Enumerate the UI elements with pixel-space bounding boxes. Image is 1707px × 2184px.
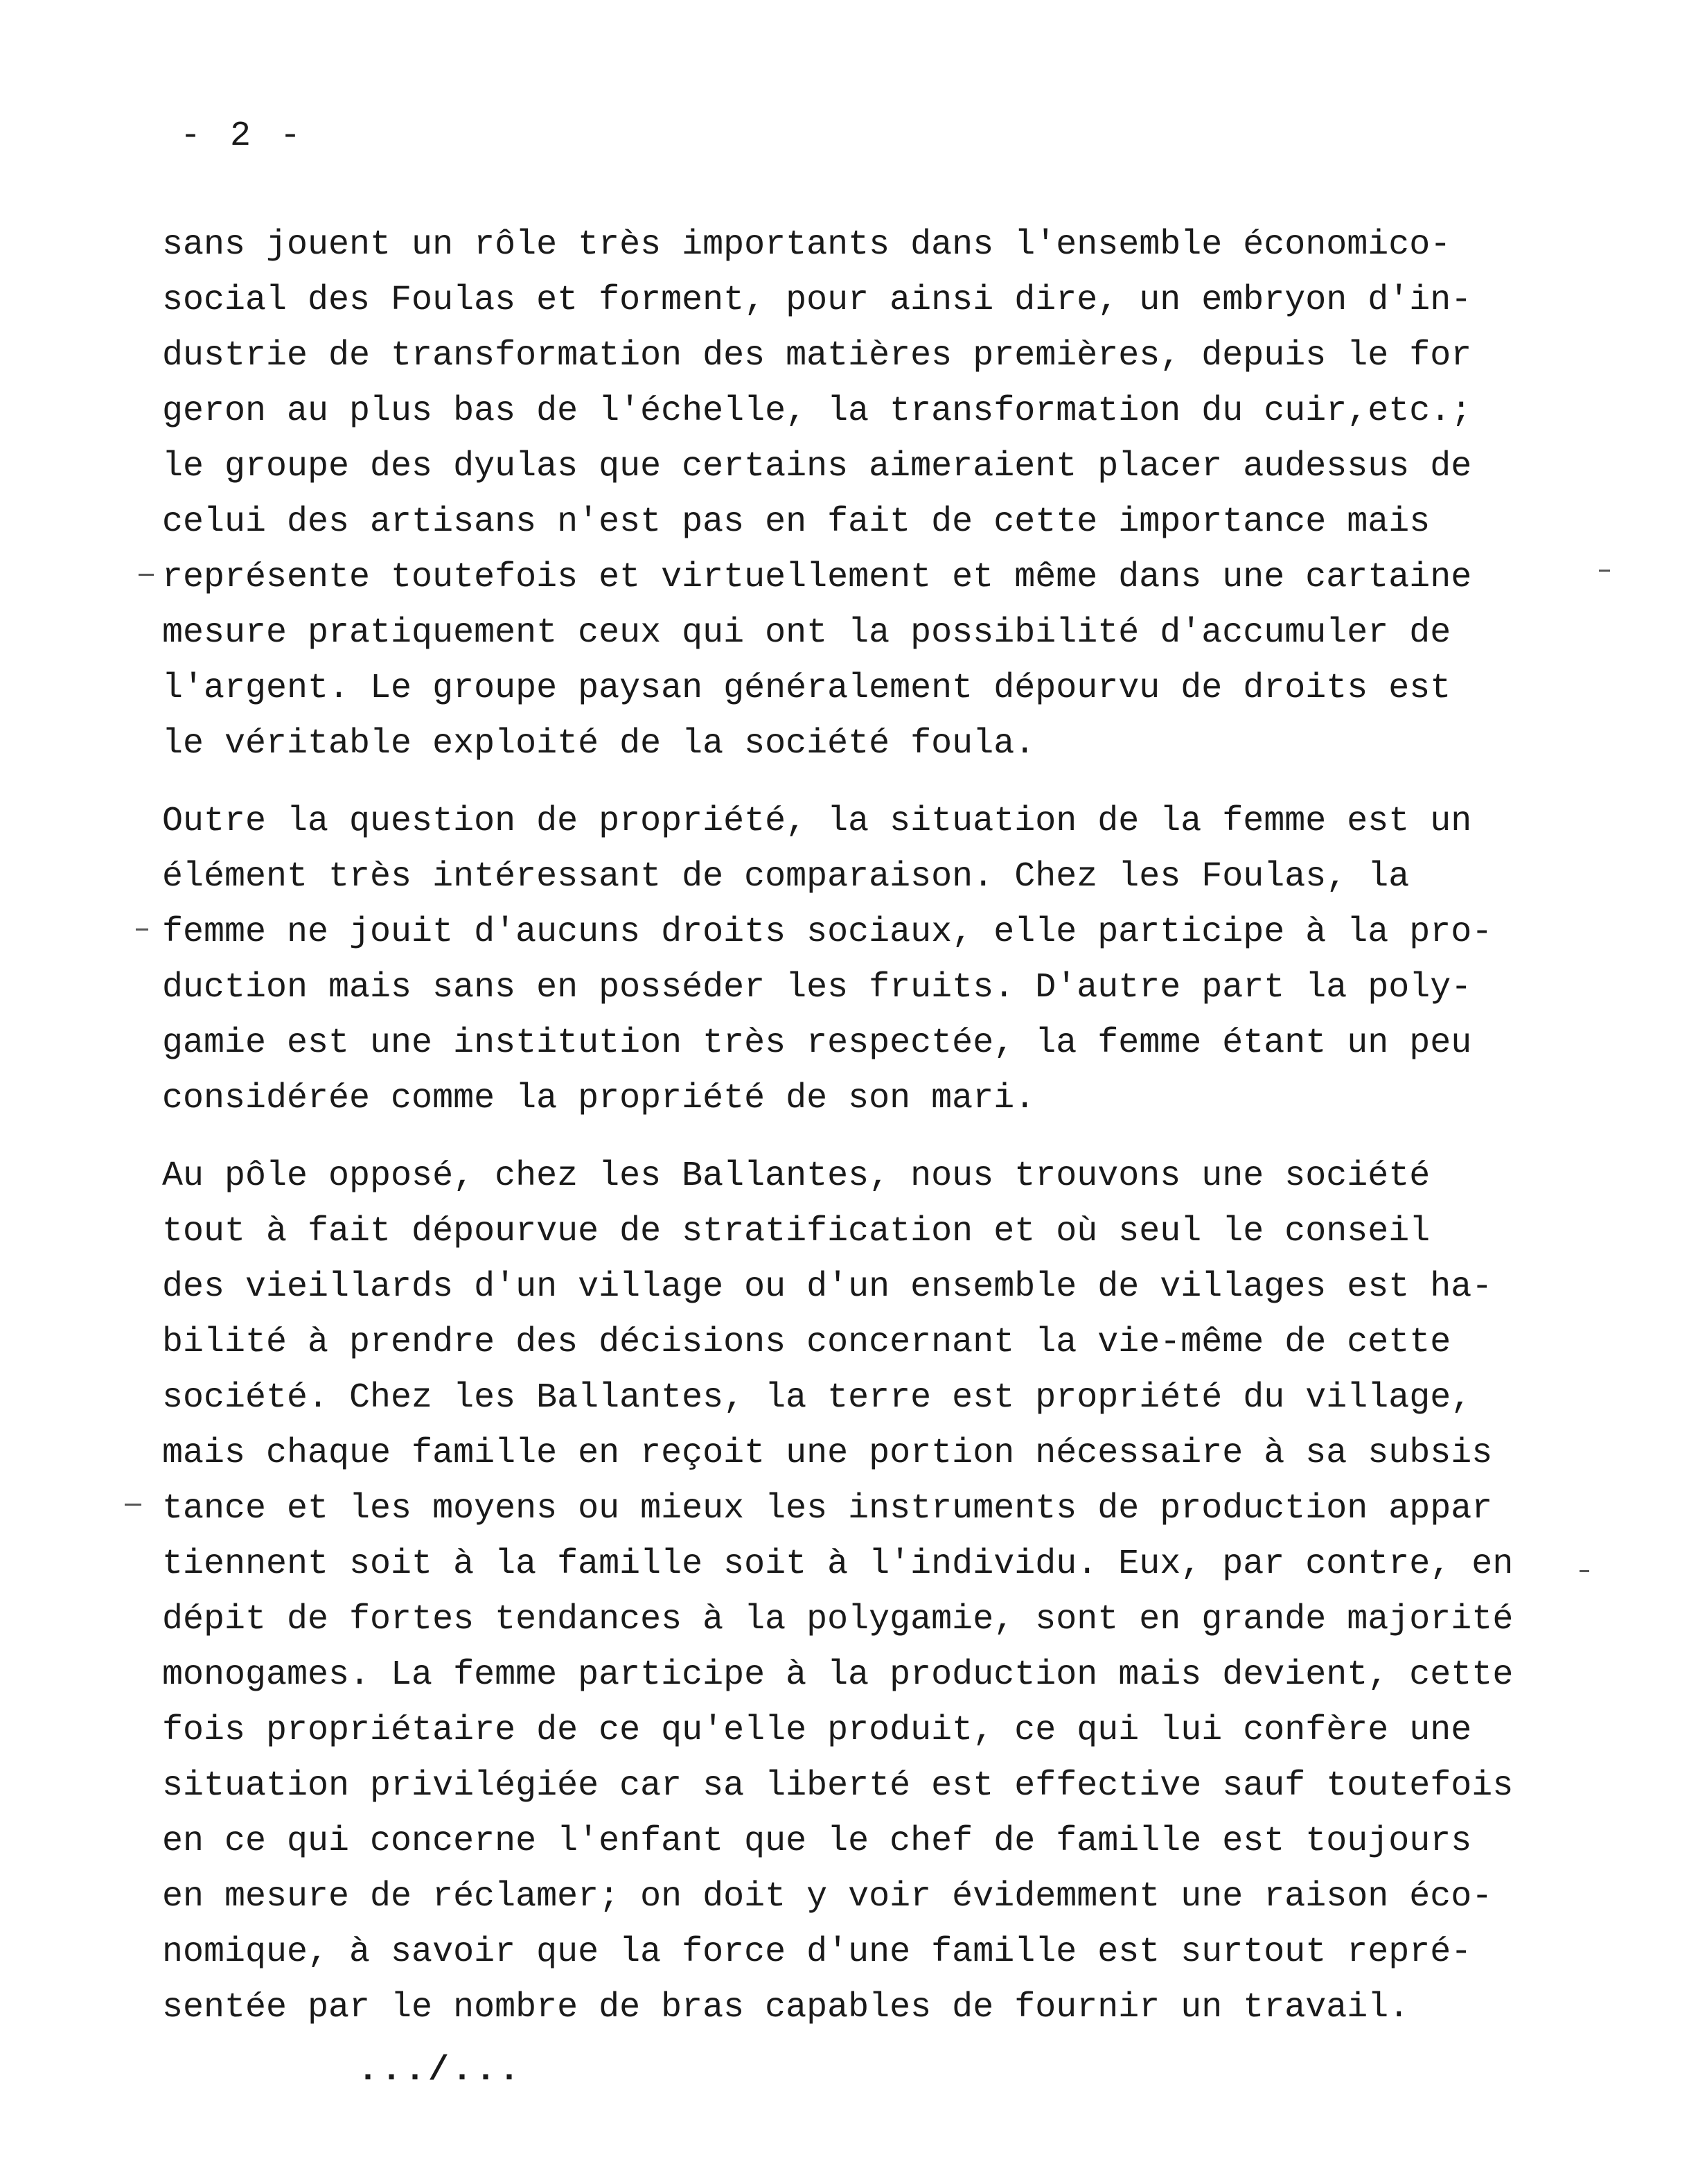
text-line: Au pôle opposé, chez les Ballantes, nous trouvons une société xyxy=(162,1156,1431,1196)
text-line: élément très intéressant de comparaison. Chez les Foulas, la xyxy=(162,857,1410,897)
text-line: sans jouent un rôle très importants dans l'ensemble économico- xyxy=(162,225,1451,265)
text-line: dépit de fortes tendances à la polygamie, sont en grande majorité xyxy=(162,1600,1514,1639)
text-line: geron au plus bas de l'échelle, la transformation du cuir,etc.; xyxy=(162,391,1472,431)
text-line: en ce qui concerne l'enfant que le chef de famille est toujours xyxy=(162,1822,1472,1861)
text-line: considérée comme la propriété de son mari. xyxy=(162,1079,1036,1118)
margin-tick-mark xyxy=(1580,1570,1589,1572)
text-line: représente toutefois et virtuellement et même dans une cartaine xyxy=(162,558,1472,597)
text-line: tout à fait dépourvue de stratification et où seul le conseil xyxy=(162,1212,1431,1251)
text-line: tance et les moyens ou mieux les instruments de production appar xyxy=(162,1489,1493,1529)
text-line: tiennent soit à la famille soit à l'individu. Eux, par contre, en xyxy=(162,1544,1514,1584)
text-line: Outre la question de propriété, la situation de la femme est un xyxy=(162,802,1472,841)
text-line: mais chaque famille en reçoit une portion nécessaire à sa subsis xyxy=(162,1434,1493,1473)
margin-tick-mark xyxy=(139,574,154,576)
paragraph-3 xyxy=(162,1149,1520,2036)
text-line: duction mais sans en posséder les fruits. D'autre part la poly- xyxy=(162,968,1472,1007)
text-line: social des Foulas et forment, pour ainsi dire, un embryon d'in- xyxy=(162,281,1472,320)
paragraph-1 xyxy=(162,218,1520,772)
text-line: celui des artisans n'est pas en fait de cette importance mais xyxy=(162,502,1431,542)
text-line: monogames. La femme participe à la production mais devient, cette xyxy=(162,1655,1514,1695)
margin-tick-mark xyxy=(1599,570,1610,572)
text-line: situation privilégiée car sa liberté est effective sauf toutefois xyxy=(162,1766,1514,1806)
text-line: mesure pratiquement ceux qui ont la possibilité d'accumuler de xyxy=(162,613,1451,653)
continuation-mark: .../... xyxy=(357,2051,523,2090)
margin-tick-mark xyxy=(125,1504,141,1506)
text-line: bilité à prendre des décisions concernant la vie-même de cette xyxy=(162,1323,1451,1362)
text-line: le groupe des dyulas que certains aimeraient placer audessus de xyxy=(162,447,1472,486)
text-line: nomique, à savoir que la force d'une famille est surtout repré- xyxy=(162,1932,1472,1972)
text-line: en mesure de réclamer; on doit y voir évidemment une raison éco- xyxy=(162,1877,1493,1917)
text-line: sentée par le nombre de bras capables de fournir un travail. xyxy=(162,1988,1410,2027)
text-line: l'argent. Le groupe paysan généralement dépourvu de droits est xyxy=(162,669,1451,708)
text-line: dustrie de transformation des matières premières, depuis le for xyxy=(162,336,1472,376)
page-number: - 2 - xyxy=(180,116,306,156)
text-line: gamie est une institution très respectée, la femme étant un peu xyxy=(162,1023,1472,1063)
text-line: des vieillards d'un village ou d'un ensemble de villages est ha- xyxy=(162,1267,1493,1307)
margin-tick-mark xyxy=(136,928,148,931)
text-line: fois propriétaire de ce qu'elle produit, ce qui lui confère une xyxy=(162,1711,1472,1750)
paragraph-2 xyxy=(162,794,1520,1127)
text-line: le véritable exploité de la société foula. xyxy=(162,724,1036,764)
text-line: femme ne jouit d'aucuns droits sociaux, elle participe à la pro- xyxy=(162,913,1493,952)
text-line: société. Chez les Ballantes, la terre est propriété du village, xyxy=(162,1378,1472,1418)
